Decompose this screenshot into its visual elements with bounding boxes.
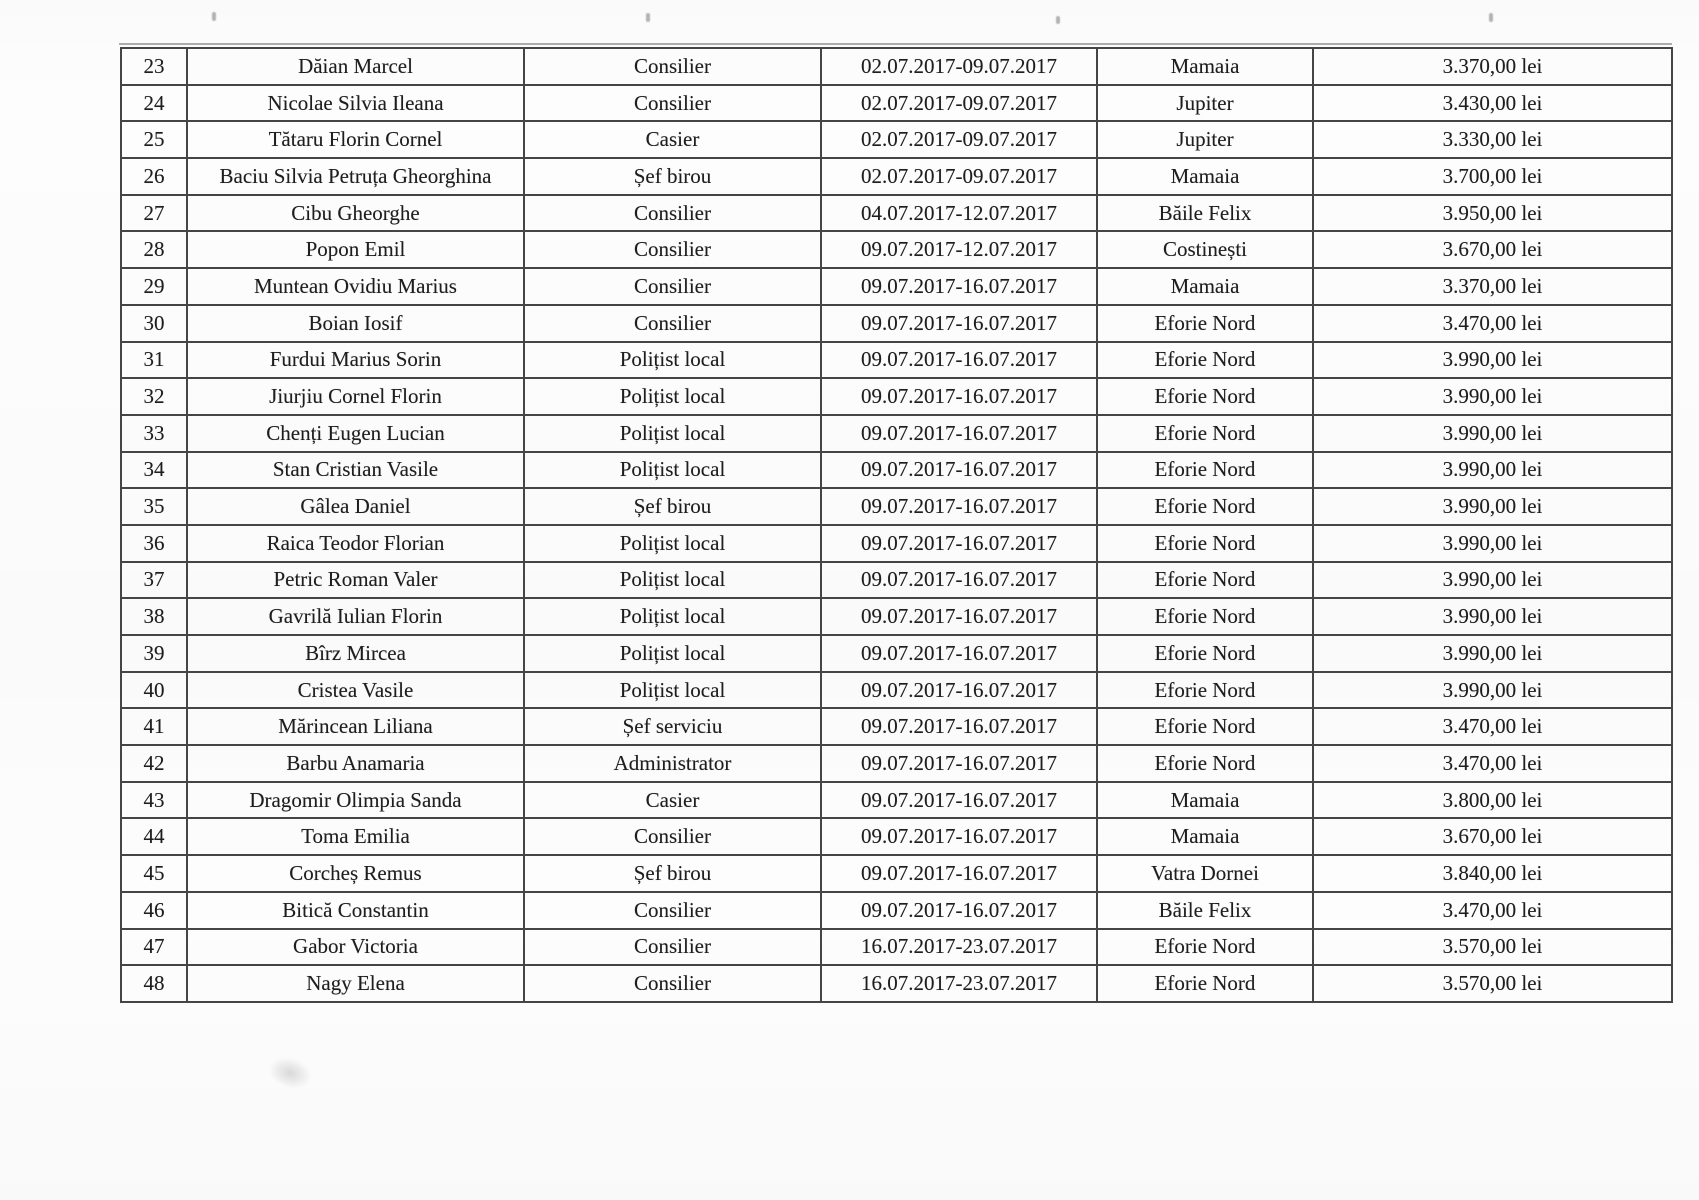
cell-amount: 3.990,00 lei <box>1313 342 1672 379</box>
cell-destination: Eforie Nord <box>1097 562 1313 599</box>
table-row <box>121 818 1672 855</box>
cell-amount: 3.670,00 lei <box>1313 231 1672 268</box>
table-row <box>121 415 1672 452</box>
table-row <box>121 85 1672 122</box>
cell-position: Consilier <box>524 48 821 85</box>
cell-destination: Mamaia <box>1097 48 1313 85</box>
cell-destination: Jupiter <box>1097 121 1313 158</box>
cell-destination: Eforie Nord <box>1097 635 1313 672</box>
cell-destination: Eforie Nord <box>1097 415 1313 452</box>
scan-smudge <box>264 1052 315 1094</box>
cell-period: 09.07.2017-16.07.2017 <box>821 415 1097 452</box>
cell-employee-name: Cristea Vasile <box>187 672 524 709</box>
cell-row-number: 39 <box>121 635 187 672</box>
cell-period: 09.07.2017-16.07.2017 <box>821 892 1097 929</box>
cell-period: 16.07.2017-23.07.2017 <box>821 965 1097 1002</box>
table-row <box>121 305 1672 342</box>
cell-period: 09.07.2017-16.07.2017 <box>821 855 1097 892</box>
table-row <box>121 708 1672 745</box>
cell-amount: 3.990,00 lei <box>1313 415 1672 452</box>
cell-period: 09.07.2017-16.07.2017 <box>821 268 1097 305</box>
cell-destination: Eforie Nord <box>1097 672 1313 709</box>
cell-period: 09.07.2017-16.07.2017 <box>821 378 1097 415</box>
cell-period: 09.07.2017-16.07.2017 <box>821 342 1097 379</box>
cell-destination: Băile Felix <box>1097 195 1313 232</box>
table-row <box>121 342 1672 379</box>
cell-row-number: 36 <box>121 525 187 562</box>
cell-row-number: 47 <box>121 929 187 966</box>
scan-speck-icon <box>646 13 650 22</box>
table-row <box>121 195 1672 232</box>
cell-position: Polițist local <box>524 342 821 379</box>
cell-period: 09.07.2017-16.07.2017 <box>821 745 1097 782</box>
cell-destination: Eforie Nord <box>1097 708 1313 745</box>
cell-position: Consilier <box>524 305 821 342</box>
cell-amount: 3.430,00 lei <box>1313 85 1672 122</box>
cell-row-number: 46 <box>121 892 187 929</box>
cell-employee-name: Cibu Gheorghe <box>187 195 524 232</box>
cell-destination: Eforie Nord <box>1097 745 1313 782</box>
cell-row-number: 40 <box>121 672 187 709</box>
cell-row-number: 23 <box>121 48 187 85</box>
cell-amount: 3.700,00 lei <box>1313 158 1672 195</box>
cell-row-number: 45 <box>121 855 187 892</box>
cell-destination: Mamaia <box>1097 158 1313 195</box>
cell-position: Polițist local <box>524 672 821 709</box>
cell-row-number: 31 <box>121 342 187 379</box>
table-row <box>121 562 1672 599</box>
cell-amount: 3.470,00 lei <box>1313 305 1672 342</box>
cell-destination: Costinești <box>1097 231 1313 268</box>
cell-amount: 3.990,00 lei <box>1313 562 1672 599</box>
cell-employee-name: Mărincean Liliana <box>187 708 524 745</box>
cell-employee-name: Stan Cristian Vasile <box>187 452 524 489</box>
cell-row-number: 25 <box>121 121 187 158</box>
cell-amount: 3.990,00 lei <box>1313 672 1672 709</box>
cell-position: Consilier <box>524 965 821 1002</box>
cell-destination: Eforie Nord <box>1097 305 1313 342</box>
table-row <box>121 488 1672 525</box>
cell-position: Consilier <box>524 929 821 966</box>
cell-period: 09.07.2017-16.07.2017 <box>821 598 1097 635</box>
cell-employee-name: Muntean Ovidiu Marius <box>187 268 524 305</box>
cell-row-number: 38 <box>121 598 187 635</box>
cell-employee-name: Petric Roman Valer <box>187 562 524 599</box>
table-top-remnant-line <box>119 43 1672 45</box>
cell-destination: Mamaia <box>1097 782 1313 819</box>
cell-position: Consilier <box>524 85 821 122</box>
cell-amount: 3.370,00 lei <box>1313 268 1672 305</box>
table-row <box>121 598 1672 635</box>
cell-position: Șef birou <box>524 158 821 195</box>
cell-destination: Băile Felix <box>1097 892 1313 929</box>
table-row <box>121 892 1672 929</box>
cell-amount: 3.990,00 lei <box>1313 378 1672 415</box>
cell-employee-name: Boian Iosif <box>187 305 524 342</box>
cell-employee-name: Toma Emilia <box>187 818 524 855</box>
cell-employee-name: Nicolae Silvia Ileana <box>187 85 524 122</box>
cell-period: 02.07.2017-09.07.2017 <box>821 48 1097 85</box>
cell-row-number: 30 <box>121 305 187 342</box>
cell-position: Administrator <box>524 745 821 782</box>
cell-period: 04.07.2017-12.07.2017 <box>821 195 1097 232</box>
cell-employee-name: Gâlea Daniel <box>187 488 524 525</box>
cell-period: 09.07.2017-16.07.2017 <box>821 305 1097 342</box>
cell-position: Polițist local <box>524 452 821 489</box>
cell-row-number: 32 <box>121 378 187 415</box>
cell-employee-name: Baciu Silvia Petruța Gheorghina <box>187 158 524 195</box>
cell-position: Polițist local <box>524 378 821 415</box>
cell-amount: 3.950,00 lei <box>1313 195 1672 232</box>
table-row <box>121 268 1672 305</box>
cell-employee-name: Barbu Anamaria <box>187 745 524 782</box>
table-row <box>121 121 1672 158</box>
cell-position: Șef birou <box>524 488 821 525</box>
scan-speck-icon <box>1056 16 1060 24</box>
cell-employee-name: Tătaru Florin Cornel <box>187 121 524 158</box>
cell-employee-name: Jiurjiu Cornel Florin <box>187 378 524 415</box>
cell-destination: Eforie Nord <box>1097 965 1313 1002</box>
cell-employee-name: Bitică Constantin <box>187 892 524 929</box>
cell-amount: 3.570,00 lei <box>1313 965 1672 1002</box>
cell-row-number: 37 <box>121 562 187 599</box>
table-row <box>121 855 1672 892</box>
cell-amount: 3.470,00 lei <box>1313 708 1672 745</box>
cell-period: 02.07.2017-09.07.2017 <box>821 85 1097 122</box>
cell-destination: Eforie Nord <box>1097 598 1313 635</box>
table-row <box>121 635 1672 672</box>
cell-position: Consilier <box>524 231 821 268</box>
cell-period: 09.07.2017-16.07.2017 <box>821 452 1097 489</box>
cell-position: Polițist local <box>524 598 821 635</box>
cell-amount: 3.330,00 lei <box>1313 121 1672 158</box>
cell-destination: Mamaia <box>1097 818 1313 855</box>
cell-period: 09.07.2017-16.07.2017 <box>821 488 1097 525</box>
cell-employee-name: Gavrilă Iulian Florin <box>187 598 524 635</box>
table-row <box>121 672 1672 709</box>
cell-row-number: 48 <box>121 965 187 1002</box>
cell-employee-name: Dăian Marcel <box>187 48 524 85</box>
cell-employee-name: Bîrz Mircea <box>187 635 524 672</box>
cell-position: Șef birou <box>524 855 821 892</box>
cell-period: 09.07.2017-12.07.2017 <box>821 231 1097 268</box>
cell-period: 02.07.2017-09.07.2017 <box>821 121 1097 158</box>
cell-amount: 3.990,00 lei <box>1313 488 1672 525</box>
cell-position: Consilier <box>524 268 821 305</box>
table-row <box>121 929 1672 966</box>
cell-amount: 3.570,00 lei <box>1313 929 1672 966</box>
cell-position: Casier <box>524 782 821 819</box>
cell-amount: 3.470,00 lei <box>1313 892 1672 929</box>
cell-amount: 3.990,00 lei <box>1313 525 1672 562</box>
cell-employee-name: Popon Emil <box>187 231 524 268</box>
cell-row-number: 33 <box>121 415 187 452</box>
cell-amount: 3.990,00 lei <box>1313 635 1672 672</box>
cell-position: Polițist local <box>524 562 821 599</box>
cell-period: 02.07.2017-09.07.2017 <box>821 158 1097 195</box>
table-row <box>121 745 1672 782</box>
cell-position: Șef serviciu <box>524 708 821 745</box>
cell-row-number: 44 <box>121 818 187 855</box>
table-row <box>121 965 1672 1002</box>
cell-position: Consilier <box>524 818 821 855</box>
cell-row-number: 42 <box>121 745 187 782</box>
cell-row-number: 28 <box>121 231 187 268</box>
table-row <box>121 525 1672 562</box>
cell-destination: Vatra Dornei <box>1097 855 1313 892</box>
cell-employee-name: Nagy Elena <box>187 965 524 1002</box>
cell-row-number: 35 <box>121 488 187 525</box>
cell-amount: 3.990,00 lei <box>1313 452 1672 489</box>
cell-employee-name: Raica Teodor Florian <box>187 525 524 562</box>
cell-destination: Eforie Nord <box>1097 488 1313 525</box>
cell-row-number: 29 <box>121 268 187 305</box>
cell-destination: Eforie Nord <box>1097 452 1313 489</box>
cell-position: Casier <box>524 121 821 158</box>
cell-destination: Eforie Nord <box>1097 525 1313 562</box>
table-row <box>121 452 1672 489</box>
scan-speck-icon <box>212 12 216 21</box>
cell-destination: Eforie Nord <box>1097 342 1313 379</box>
table-row <box>121 158 1672 195</box>
scan-speck-icon <box>1489 13 1493 22</box>
table-body <box>121 48 1672 1002</box>
cell-employee-name: Dragomir Olimpia Sanda <box>187 782 524 819</box>
cell-amount: 3.470,00 lei <box>1313 745 1672 782</box>
cell-row-number: 34 <box>121 452 187 489</box>
table-row <box>121 48 1672 85</box>
cell-row-number: 43 <box>121 782 187 819</box>
cell-position: Polițist local <box>524 525 821 562</box>
cell-period: 09.07.2017-16.07.2017 <box>821 708 1097 745</box>
cell-amount: 3.370,00 lei <box>1313 48 1672 85</box>
cell-period: 09.07.2017-16.07.2017 <box>821 525 1097 562</box>
cell-period: 09.07.2017-16.07.2017 <box>821 818 1097 855</box>
cell-amount: 3.670,00 lei <box>1313 818 1672 855</box>
cell-position: Polițist local <box>524 635 821 672</box>
cell-period: 16.07.2017-23.07.2017 <box>821 929 1097 966</box>
table-row <box>121 782 1672 819</box>
cell-destination: Mamaia <box>1097 268 1313 305</box>
cell-position: Consilier <box>524 195 821 232</box>
cell-row-number: 27 <box>121 195 187 232</box>
allowance-table <box>120 47 1673 1003</box>
cell-amount: 3.800,00 lei <box>1313 782 1672 819</box>
table-row <box>121 378 1672 415</box>
cell-destination: Eforie Nord <box>1097 929 1313 966</box>
cell-period: 09.07.2017-16.07.2017 <box>821 635 1097 672</box>
cell-row-number: 41 <box>121 708 187 745</box>
cell-destination: Jupiter <box>1097 85 1313 122</box>
table-row <box>121 231 1672 268</box>
cell-row-number: 26 <box>121 158 187 195</box>
cell-period: 09.07.2017-16.07.2017 <box>821 672 1097 709</box>
cell-employee-name: Corcheș Remus <box>187 855 524 892</box>
cell-row-number: 24 <box>121 85 187 122</box>
cell-amount: 3.840,00 lei <box>1313 855 1672 892</box>
cell-position: Consilier <box>524 892 821 929</box>
cell-employee-name: Chenți Eugen Lucian <box>187 415 524 452</box>
cell-period: 09.07.2017-16.07.2017 <box>821 562 1097 599</box>
cell-position: Polițist local <box>524 415 821 452</box>
cell-destination: Eforie Nord <box>1097 378 1313 415</box>
cell-employee-name: Furdui Marius Sorin <box>187 342 524 379</box>
cell-amount: 3.990,00 lei <box>1313 598 1672 635</box>
cell-period: 09.07.2017-16.07.2017 <box>821 782 1097 819</box>
cell-employee-name: Gabor Victoria <box>187 929 524 966</box>
